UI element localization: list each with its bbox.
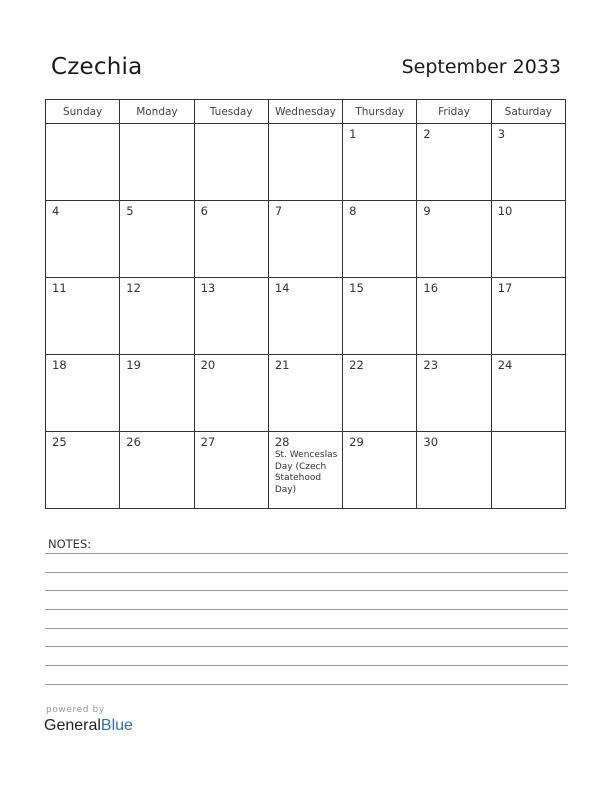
day-cell xyxy=(120,432,194,509)
day-cell xyxy=(268,124,342,201)
week-row xyxy=(46,432,566,509)
day-number: 16 xyxy=(423,281,439,295)
day-number: 12 xyxy=(126,281,141,295)
day-number: 14 xyxy=(274,281,290,295)
day-number xyxy=(269,124,342,127)
day-cell xyxy=(120,124,194,201)
notes-label: NOTES: xyxy=(48,537,92,551)
notes-line xyxy=(45,646,568,647)
day-number: 1 xyxy=(349,127,357,141)
day-number: 24 xyxy=(497,358,513,372)
day-cell xyxy=(417,355,491,432)
week-row xyxy=(46,355,566,432)
day-cell xyxy=(417,124,491,201)
day-number: 23 xyxy=(423,358,439,372)
day-number: 10 xyxy=(497,204,513,218)
day-number: 3 xyxy=(497,127,506,141)
day-number: 27 xyxy=(200,435,216,449)
day-cell xyxy=(343,201,417,278)
day-number: 22 xyxy=(349,358,364,372)
day-cell xyxy=(417,432,491,509)
day-number: 26 xyxy=(126,435,141,449)
weekday-header-sunday: Sunday xyxy=(46,100,120,124)
day-number: 17 xyxy=(497,281,513,295)
day-number: 13 xyxy=(200,281,216,295)
generalblue-logo xyxy=(44,717,133,735)
day-number: 19 xyxy=(126,358,141,372)
day-number: 8 xyxy=(349,204,357,218)
day-cell xyxy=(343,278,417,355)
day-cell xyxy=(194,201,268,278)
country-title: Czechia xyxy=(51,54,143,80)
powered-by-text: powered by xyxy=(46,705,105,715)
day-number: 7 xyxy=(274,204,283,218)
day-cell xyxy=(194,432,268,509)
week-row xyxy=(46,278,566,355)
day-cell xyxy=(268,432,342,509)
day-cell xyxy=(120,201,194,278)
day-cell xyxy=(343,432,417,509)
day-cell xyxy=(343,124,417,201)
weekday-header-saturday: Saturday xyxy=(491,100,565,124)
day-number: 6 xyxy=(200,204,208,218)
day-cell xyxy=(491,355,565,432)
day-cell xyxy=(46,124,120,201)
day-cell xyxy=(120,355,194,432)
day-cell xyxy=(343,355,417,432)
notes-line xyxy=(45,684,568,685)
day-number: 29 xyxy=(349,435,364,449)
holiday-label: St. Wenceslas Day (Czech Statehood Day) xyxy=(274,450,338,495)
day-cell xyxy=(46,432,120,509)
day-number: 4 xyxy=(52,204,60,218)
day-number: 30 xyxy=(423,435,439,449)
day-cell xyxy=(194,355,268,432)
week-row xyxy=(46,124,566,201)
day-cell xyxy=(417,278,491,355)
notes-line xyxy=(45,590,568,591)
notes-line xyxy=(45,609,568,610)
day-number: 28 xyxy=(274,435,290,449)
week-row xyxy=(46,201,566,278)
day-cell xyxy=(491,432,565,509)
day-cell xyxy=(268,201,342,278)
day-cell xyxy=(491,201,565,278)
weekday-header-thursday: Thursday xyxy=(343,100,417,124)
day-number xyxy=(46,124,119,127)
day-cell xyxy=(46,201,120,278)
notes-line xyxy=(45,553,568,554)
day-number: 5 xyxy=(126,204,134,218)
month-year-title: September 2033 xyxy=(401,56,561,78)
day-cell xyxy=(46,278,120,355)
day-number xyxy=(492,432,565,435)
day-number: 21 xyxy=(274,358,290,372)
day-cell xyxy=(120,278,194,355)
day-cell xyxy=(268,355,342,432)
weekday-header-wednesday: Wednesday xyxy=(268,100,342,124)
notes-line xyxy=(45,628,568,629)
brand-blue: Blue xyxy=(100,717,133,734)
weekday-header-tuesday: Tuesday xyxy=(194,100,268,124)
day-number: 18 xyxy=(52,358,67,372)
day-number: 15 xyxy=(349,281,364,295)
weekday-header-friday: Friday xyxy=(417,100,491,124)
day-cell xyxy=(491,278,565,355)
day-cell xyxy=(46,355,120,432)
brand-general: General xyxy=(44,717,101,734)
notes-line xyxy=(45,665,568,666)
day-cell xyxy=(194,124,268,201)
notes-line xyxy=(45,572,568,573)
day-number: 20 xyxy=(200,358,216,372)
calendar-grid xyxy=(45,99,566,509)
day-number xyxy=(195,124,268,127)
day-cell xyxy=(491,124,565,201)
day-number: 25 xyxy=(52,435,67,449)
day-cell xyxy=(417,201,491,278)
weekday-header-row xyxy=(46,100,566,124)
weekday-header-monday: Monday xyxy=(120,100,194,124)
day-number: 11 xyxy=(52,281,67,295)
day-cell xyxy=(268,278,342,355)
day-number xyxy=(120,124,193,127)
day-cell xyxy=(194,278,268,355)
day-number: 9 xyxy=(423,204,431,218)
day-number: 2 xyxy=(423,127,431,141)
